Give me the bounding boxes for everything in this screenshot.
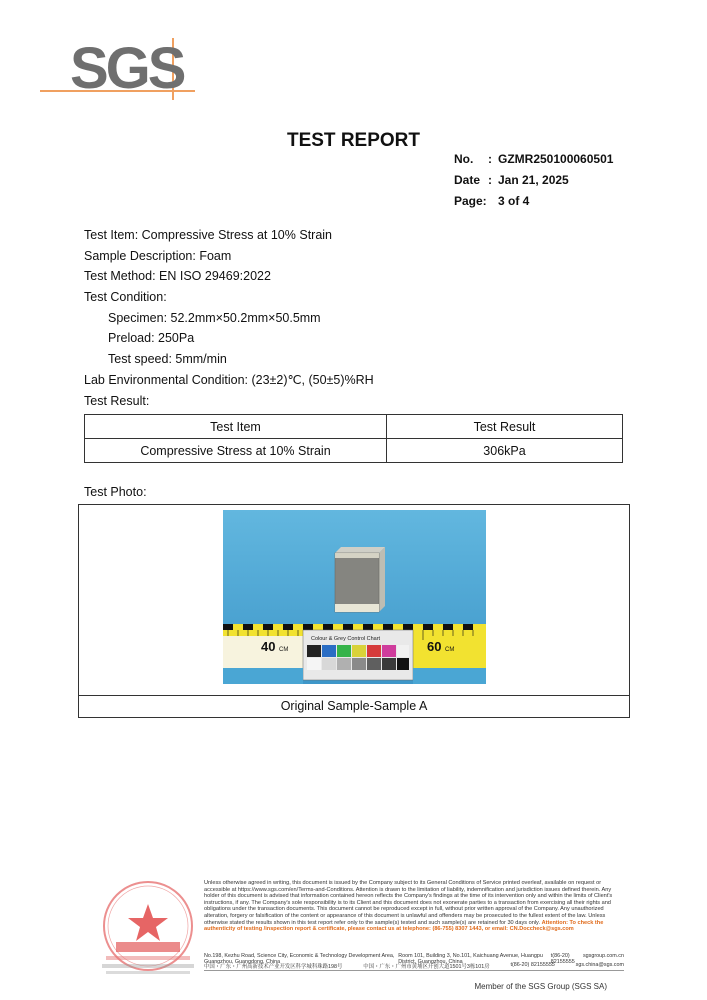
meta-label: Page: [454, 194, 487, 208]
sample-description: Sample Description: Foam [84, 248, 232, 263]
inspection-stamp [92, 876, 204, 981]
stamp-seal-icon [92, 876, 204, 981]
table-header-cell: Test Item [85, 415, 387, 439]
sample-photo [223, 510, 486, 684]
photo-caption: Original Sample-Sample A [79, 695, 629, 717]
report-meta [454, 152, 613, 215]
test-photo-label: Test Photo: [84, 485, 147, 499]
meta-row-no [454, 152, 613, 173]
report-title: TEST REPORT [286, 130, 420, 151]
table-cell: Compressive Stress at 10% Strain [85, 439, 387, 463]
specimen: Specimen: 52.2mm×50.2mm×50.5mm [108, 310, 321, 325]
footer [84, 876, 624, 976]
disclaimer-text: Unless otherwise agreed in writing, this document is issued by the Company subject to its General Conditions of Service printed overleaf, available on request or accessible at https://www.sgs.com/en/Terms-and-Conditions. Attention is drawn to the limitation of liability, indemnification and jurisdiction issues defined therein. Any holder of this document is advised that information contained hereon reflects the Company's findings at the time of its intervention only and within the limits of Client's instructions, if any. The Company's sole responsibility is to its Client and this document does not exonerate parties to a transaction from exercising all their rights and obligations under the transaction documents. This document cannot be reproduced except in full, without prior written approval of the Company. Any unauthorized alteration, forgery or falsification of the content or appearance of this document is unlawful and offenders may be prosecuted to the fullest extent of the law. Unless otherwise stated the results shown in this test report refer only to the sample(s) tested and such sample(s) are retained for 30 days only. [204, 880, 613, 926]
ruler-unit: CM [279, 647, 289, 653]
test-item: Test Item: Compressive Stress at 10% Strain [84, 228, 333, 242]
telephone: t(86-20) 82155555 [550, 953, 575, 965]
meta-row-date [454, 173, 613, 194]
telephone: t(86-20) 82155555 [510, 962, 555, 968]
test-result-heading: Test Result: [84, 393, 150, 408]
result-table [84, 414, 623, 463]
meta-label: No. [454, 152, 474, 166]
footer-disclaimer [204, 880, 622, 933]
meta-separator: : [488, 152, 492, 166]
ruler-unit: CM [445, 647, 455, 653]
address-en-1: No.198, Kezhu Road, Science City, Economic & Technology Development Area, Guangzhou, Guangdong, China [204, 953, 395, 965]
website: sgsgroup.com.cn [582, 953, 624, 959]
address-cn-1: 中国・广东・广州高新技术产业开发区科学城科珠路198号 [204, 964, 343, 970]
footer-divider [204, 970, 624, 971]
member-statement: Member of the SGS Group (SGS SA) [474, 982, 607, 991]
test-info [84, 227, 374, 413]
meta-label: Date [454, 173, 481, 187]
test-method: Test Method: EN ISO 29469:2022 [84, 269, 271, 284]
test-speed: Test speed: 5mm/min [108, 352, 227, 367]
meta-value-date: Jan 21, 2025 [498, 173, 569, 187]
address-cn-2: 中国・广东・广州市黄埔区开创大道1501号3栋101房 [363, 964, 490, 970]
meta-row-page [454, 194, 613, 215]
authenticity-warning: Attention: To check the authenticity of testing /inspection report & certificate, please contact us at telephone: (86-755) 8307 1443, or email: CN.Doccheck@sgs.com [204, 919, 604, 933]
table-header-cell: Test Result [387, 415, 623, 439]
table-header-row [85, 415, 623, 439]
lab-environmental-condition: Lab Environmental Condition: (23±2)℃, (50±5)%RH [84, 372, 374, 387]
ruler-mark-60: 60 [427, 639, 442, 654]
address-en-2: Room 101, Building 3, No.101, Kaichuang Avenue, Huangpu District, Guangzhou, China [398, 953, 543, 965]
table-cell: 306kPa [387, 439, 623, 463]
meta-separator: : [488, 173, 492, 187]
meta-value-page: 3 of 4 [498, 194, 530, 208]
test-photo-box [78, 504, 630, 718]
colour-chart-title: Colour & Grey Control Chart [311, 636, 381, 642]
test-condition-heading: Test Condition: [84, 290, 167, 305]
sgs-logo [40, 38, 195, 100]
table-row [85, 439, 623, 463]
ruler-mark-40: 40 [261, 639, 276, 654]
footer-address-cn [204, 962, 624, 970]
preload: Preload: 250Pa [108, 331, 195, 346]
email: sgs.china@sgs.com [575, 962, 624, 968]
meta-value-report-number: GZMR250100060501 [498, 152, 614, 166]
logo-text: SGS [70, 36, 184, 101]
